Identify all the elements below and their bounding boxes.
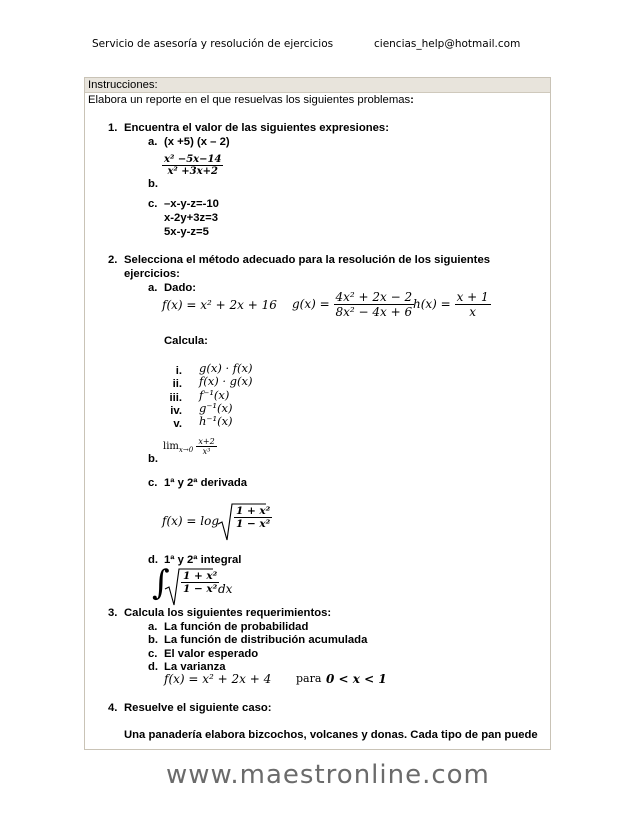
limit-expression: $\lim_{x\to 0}$ $\frac{x+2}{\text{x³}}$: [163, 437, 215, 456]
op-g-times-f: g(x) · f(x): [199, 361, 253, 375]
box-title-bar: [85, 78, 550, 93]
q1c-eq2: x-2y+3z=3: [164, 212, 219, 224]
q1b-fraction: $\frac{\text{x² −5x−14}}{\text{x² +3x+2}}$: [164, 154, 222, 177]
q2d-text: 1ª y 2ª integral: [164, 554, 242, 566]
q4-title: Resuelve el siguiente caso:: [124, 702, 272, 714]
q2-number: 2.: [108, 254, 118, 266]
q1c-label: c.: [148, 198, 158, 210]
roman-ii: ii.: [172, 378, 182, 390]
q1c-eq1: –x-y-z=-10: [164, 198, 219, 210]
q2a-label: a.: [148, 282, 158, 294]
footer-website: www.maestronline.com: [166, 760, 490, 790]
op-f-times-g: f(x) · g(x): [199, 374, 253, 388]
q3-formula: f(x) = x² + 2x + 4: [164, 672, 272, 686]
q2b-label: b.: [148, 453, 159, 465]
q3b-label: b.: [148, 634, 159, 646]
q2a-text: Dado:: [164, 282, 197, 294]
header-right: ciencias_help@hotmail.com: [374, 38, 521, 50]
header-left: Servicio de asesoría y resolución de ejercicios: [92, 38, 334, 50]
op-h-inverse: h⁻¹(x): [199, 414, 233, 428]
q1c-eq3: 5x-y-z=5: [164, 226, 209, 238]
q3-para: para: [296, 672, 322, 685]
q2-title-line1: Selecciona el método adecuado para la resolución de los siguientes: [124, 254, 491, 266]
h-definition: h(x) = $\frac{x + 1}{x}$: [413, 290, 489, 319]
q3d-label: d.: [148, 661, 159, 673]
derivative-fraction: $\frac{\text{1 + x²}}{\text{1 − x²}}$: [236, 505, 271, 530]
q3-title: Calcula los siguientes requerimientos:: [124, 607, 332, 619]
op-g-inverse: g⁻¹(x): [199, 401, 233, 415]
roman-i: i.: [175, 365, 182, 377]
integral-fraction: $\frac{\text{1 + x²}}{\text{1 − x²}}$: [183, 570, 218, 595]
q1-number: 1.: [108, 122, 118, 134]
q3a-text: La función de probabilidad: [164, 621, 309, 633]
q3a-label: a.: [148, 621, 158, 633]
q1a-text: (x +5) (x – 2): [164, 136, 230, 148]
intro-text: Elabora un reporte en el que resuelvas los siguientes problemas:: [88, 94, 414, 106]
q3-number: 3.: [108, 607, 118, 619]
integral-dx: dx: [218, 582, 233, 596]
calcula-label: Calcula:: [164, 335, 208, 347]
box-title: Instrucciones:: [88, 79, 158, 91]
q1b-label: b.: [148, 178, 159, 190]
q4-number: 4.: [108, 702, 118, 714]
derivative-function: f(x) = log: [162, 514, 219, 528]
q2c-label: c.: [148, 477, 158, 489]
roman-v: v.: [173, 418, 182, 430]
q3b-text: La función de distribución acumulada: [164, 634, 368, 646]
roman-iii: iii.: [169, 392, 182, 404]
g-definition: g(x) = $\frac{\text{4x² + 2x − 2}}{\text{8x² − 4x + 6}}$: [292, 290, 413, 319]
q3d-text: La varianza: [164, 661, 226, 673]
q3c-text: El valor esperado: [164, 648, 259, 660]
q1-title: Encuentra el valor de las siguientes expresiones:: [124, 122, 389, 134]
integral-sign: ∫: [152, 563, 170, 603]
q2c-text: 1ª y 2ª derivada: [164, 477, 248, 489]
q1a-label: a.: [148, 136, 158, 148]
q2-title-line2: ejercicios:: [124, 268, 180, 280]
q4-text: Una panadería elabora bizcochos, volcanes y donas. Cada tipo de pan puede: [124, 729, 538, 741]
q2d-label: d.: [148, 554, 159, 566]
op-f-inverse: f⁻¹(x): [199, 388, 230, 402]
roman-iv: iv.: [170, 405, 182, 417]
q3-range: 0 < x < 1: [326, 672, 387, 686]
q3c-label: c.: [148, 648, 158, 660]
f-definition: f(x) = x² + 2x + 16: [162, 298, 277, 312]
